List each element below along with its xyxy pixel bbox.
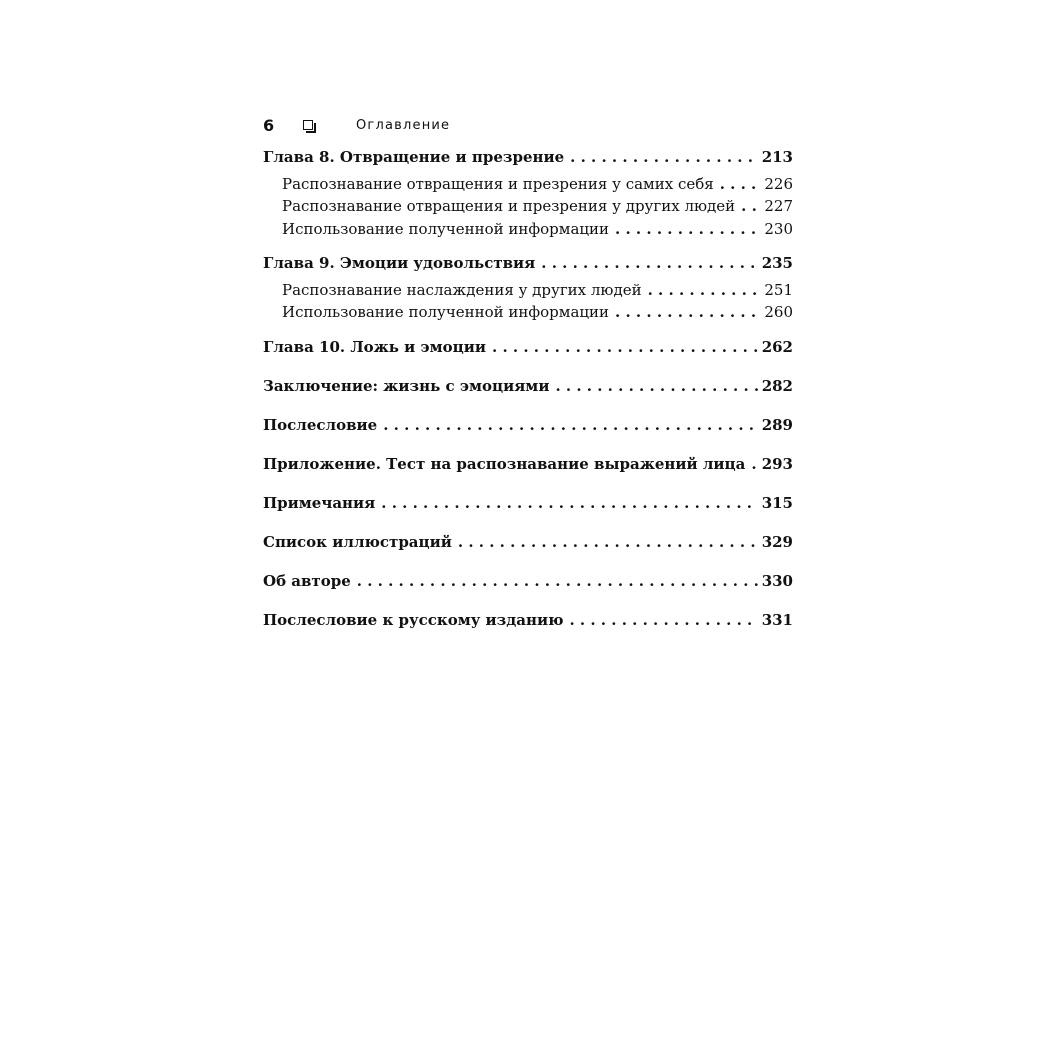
dot-leader (381, 492, 757, 515)
toc-entry-chapter-8[interactable] (263, 146, 793, 169)
toc-entry-page: 293 (761, 454, 793, 473)
toc-entry-title: Послесловие (263, 415, 378, 434)
toc-entry-page: 331 (761, 610, 793, 629)
toc-entry-page: 315 (761, 493, 793, 512)
toc-entry-ch9-section-2[interactable] (263, 301, 793, 324)
dot-leader (741, 195, 760, 218)
toc-entry-title: Об авторе (263, 571, 351, 590)
dot-leader (458, 531, 758, 554)
toc-entry-title: Примечания (263, 493, 376, 512)
table-of-contents (263, 146, 793, 631)
toc-entry-page: 289 (761, 415, 793, 434)
toc-entry-title: Список иллюстраций (263, 532, 452, 551)
page-number: 6 (263, 115, 275, 135)
toc-entry-ch9-section-1[interactable] (263, 279, 793, 302)
toc-entry-conclusion[interactable] (263, 375, 793, 398)
toc-entry-title: Глава 10. Ложь и эмоции (263, 337, 487, 356)
running-head (263, 112, 793, 138)
toc-entry-about-author[interactable] (263, 570, 793, 593)
toc-entry-title: Распознавание отвращения и презрения у других людей (282, 197, 736, 215)
dot-leader (357, 570, 758, 593)
dot-leader (570, 146, 758, 169)
dot-leader (720, 173, 761, 196)
toc-entry-page: 230 (764, 219, 793, 238)
toc-entry-page: 226 (764, 174, 793, 193)
toc-entry-title: Приложение. Тест на распознавание выражений лица (263, 454, 746, 473)
toc-entry-appendix[interactable] (263, 453, 793, 476)
toc-entry-title: Глава 9. Эмоции удовольствия (263, 254, 536, 272)
dot-leader (615, 301, 760, 324)
toc-entry-chapter-10[interactable] (263, 336, 793, 359)
dot-leader (492, 336, 758, 359)
toc-entry-page: 235 (761, 254, 793, 272)
toc-entry-title: Распознавание отвращения и презрения у самих себя (282, 174, 714, 193)
toc-entry-russian-afterword[interactable] (263, 609, 793, 632)
toc-entry-page: 262 (761, 337, 793, 356)
toc-entry-page: 282 (761, 376, 793, 395)
section-title: Оглавление (356, 117, 451, 133)
toc-entry-afterword[interactable] (263, 414, 793, 437)
toc-entry-title: Распознавание наслаждения у других людей (282, 280, 642, 299)
toc-page (263, 112, 793, 631)
checkbox-square-icon (303, 120, 313, 130)
toc-entry-title: Заключение: жизнь с эмоциями (263, 376, 550, 395)
toc-entry-page: 329 (761, 532, 793, 551)
toc-entry-page: 260 (764, 303, 793, 321)
toc-entry-title: Глава 8. Отвращение и презрение (263, 148, 565, 166)
toc-entry-notes[interactable] (263, 492, 793, 515)
dot-leader (555, 375, 757, 398)
toc-entry-page: 227 (764, 197, 793, 215)
toc-entry-title: Послесловие к русскому изданию (263, 610, 564, 629)
toc-entry-chapter-9[interactable] (263, 252, 793, 275)
toc-entry-page: 330 (761, 571, 793, 590)
toc-entry-page: 213 (761, 148, 793, 166)
dot-leader (615, 218, 760, 241)
toc-entry-page: 251 (764, 280, 793, 299)
dot-leader (569, 609, 757, 632)
toc-entry-title: Использование полученной информации (282, 219, 610, 238)
dot-leader (541, 252, 757, 275)
dot-leader (383, 414, 757, 437)
toc-entry-ch8-section-2[interactable] (263, 195, 793, 218)
toc-entry-title: Использование полученной информации (282, 303, 610, 321)
toc-entry-ch8-section-1[interactable] (263, 173, 793, 196)
dot-leader (648, 279, 761, 302)
toc-entry-illustrations[interactable] (263, 531, 793, 554)
toc-entry-ch8-section-3[interactable] (263, 218, 793, 241)
